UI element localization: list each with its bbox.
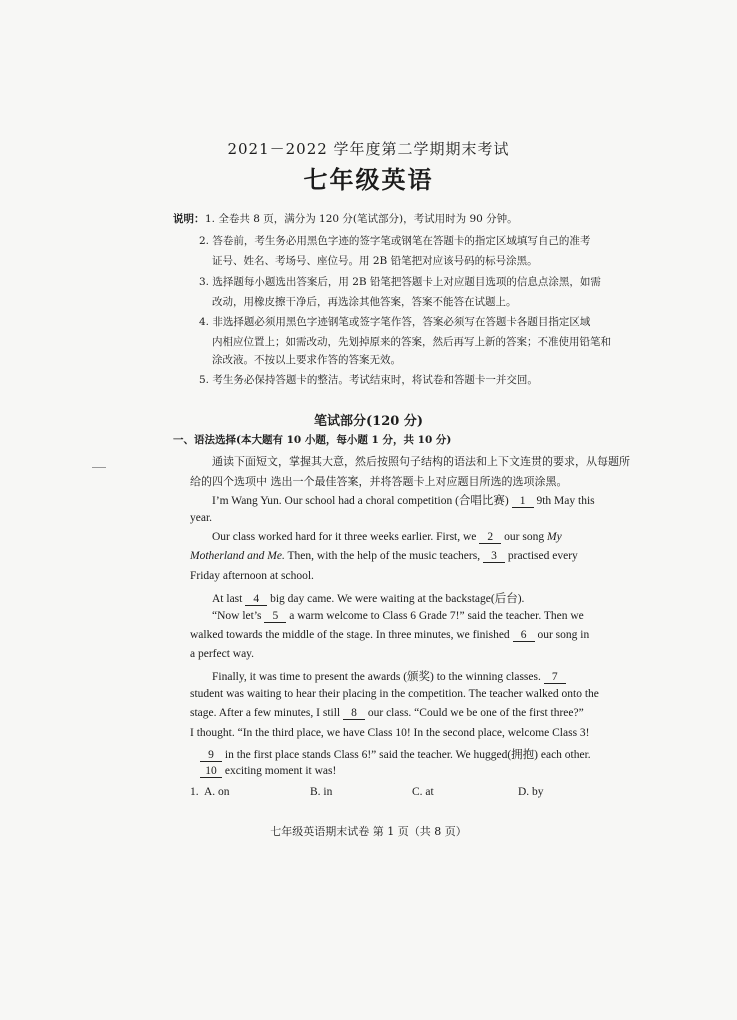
- blank-2: 2: [479, 531, 501, 544]
- blank-4: 4: [245, 593, 267, 606]
- blank-3: 3: [483, 550, 505, 563]
- passage-line-5: Friday afternoon at school.: [190, 570, 314, 582]
- blank-5: 5: [264, 610, 286, 623]
- instruction-item-4-cont: 内相应位置上；如需改动，先划掉原来的答案，然后再写上新的答案；不准使用铅笔和: [212, 336, 611, 348]
- passage-line-1: I’m Wang Yun. Our school had a choral competition (合唱比赛) 1 9th May this: [212, 495, 595, 507]
- instruction-item-3: 3. 选择题每小题选出答案后，用 2B 铅笔把答题卡上对应题目选项的信息点涂黑，如需: [199, 276, 601, 288]
- exam-title: 2021－2022 学年度第二学期期末考试: [227, 140, 510, 158]
- option-d: D. by: [518, 786, 544, 798]
- instruction-item-5: 5. 考生务必保持答题卡的整洁。考试结束时，将试卷和答题卡一并交回。: [199, 374, 538, 386]
- blank-9: 9: [200, 749, 222, 762]
- passage-line-4: Motherland and Me. Then, with the help of the music teachers, 3 practised every: [190, 550, 578, 562]
- passage-line-12: stage. After a few minutes, I still 8 our class. “Could we be one of the first three?”: [190, 707, 584, 719]
- blank-10: 10: [200, 765, 222, 778]
- instruction-item-3-cont: 改动，用橡皮擦干净后，再选涂其他答案，答案不能答在试题上。: [212, 296, 517, 308]
- passage-line-6: At last 4 big day came. We were waiting at the backstage(后台).: [212, 593, 525, 605]
- passage-line-11: student was waiting to hear their placing in the competition. The teacher walked onto the: [190, 688, 599, 700]
- direction-line-1: 通读下面短文，掌握其大意，然后按照句子结构的语法和上下文连贯的要求，从每题所: [212, 455, 630, 468]
- blank-7: 7: [544, 671, 566, 684]
- section-title: 笔试部分(120 分): [314, 414, 423, 429]
- passage-line-14: 9 in the first place stands Class 6!” said the teacher. We hugged(拥抱) each other.: [200, 746, 591, 762]
- passage-line-13: I thought. “In the third place, we have Class 10! In the second place, welcome Class 3!: [190, 727, 590, 739]
- instruction-item-1: 1. 全卷共 8 页，满分为 120 分(笔试部分)，考试用时为 90 分钟。: [205, 213, 518, 225]
- question-1-number: 1.: [190, 786, 199, 798]
- page-footer: 七年级英语期末试卷 第 1 页（共 8 页）: [270, 825, 467, 838]
- passage-line-2: year.: [190, 512, 213, 524]
- option-a: A. on: [204, 786, 230, 798]
- instruction-item-4: 4. 非选择题必须用黑色字迹钢笔或签字笔作答，答案必须写在答题卡各题目指定区域: [199, 316, 591, 328]
- instruction-item-2: 2. 答卷前，考生务必用黑色字迹的签字笔或钢笔在答题卡的指定区域填写自己的准考: [199, 235, 591, 247]
- option-b: B. in: [310, 786, 333, 798]
- direction-line-2: 给的四个选项中 选出一个最佳答案，并将答题卡上对应题目所选的选项涂黑。: [190, 475, 568, 488]
- passage-line-3: Our class worked hard for it three weeks earlier. First, we 2 our song My: [212, 531, 562, 543]
- passage-line-9: a perfect way.: [190, 648, 255, 660]
- part-heading: 一、语法选择(本大题有 10 小题，每小题 1 分，共 10 分): [173, 434, 452, 446]
- blank-6: 6: [513, 629, 535, 642]
- passage-line-15: 10 exciting moment it was!: [200, 765, 336, 778]
- instructions-label: 说明：: [173, 213, 205, 225]
- instruction-item-4-cont2: 涂改液。不按以上要求作答的答案无效。: [212, 354, 401, 366]
- margin-mark: [92, 467, 106, 468]
- blank-8: 8: [343, 707, 365, 720]
- passage-line-10: Finally, it was time to present the awards (颁奖) to the winning classes. 7: [212, 668, 566, 684]
- option-c: C. at: [412, 786, 434, 798]
- passage-line-8: walked towards the middle of the stage. In three minutes, we finished 6 our song in: [190, 629, 590, 641]
- exam-subject: 七年级英语: [303, 165, 434, 194]
- instruction-item-2-cont: 证号、姓名、考场号、座位号。用 2B 铅笔把对应该号码的标号涂黑。: [212, 255, 538, 267]
- blank-1: 1: [512, 495, 534, 508]
- passage-line-7: “Now let’s 5 a warm welcome to Class 6 Grade 7!” said the teacher. Then we: [212, 610, 584, 622]
